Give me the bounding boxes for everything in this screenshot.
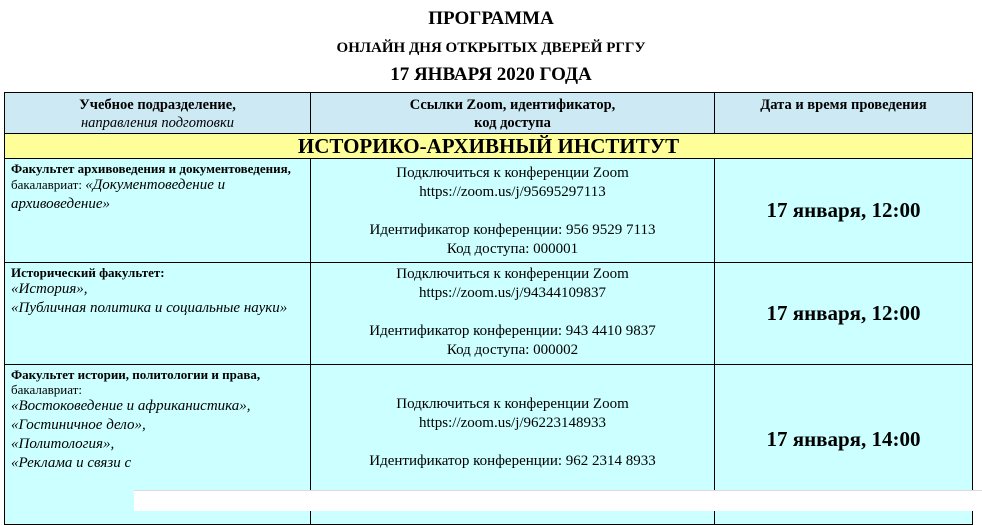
zoom-link[interactable]: https://zoom.us/j/94344109837 <box>418 285 607 301</box>
faculty-name: Исторический факультет: <box>11 265 165 280</box>
study-direction: «Реклама и связи с <box>11 455 132 471</box>
study-direction: «Документоведение и архивоведение» <box>11 177 226 212</box>
institute-row <box>5 134 973 159</box>
conference-id: Идентификатор конференции: 956 9529 7113 <box>369 222 656 238</box>
study-direction: «Востоковедение и африканистика», <box>11 398 251 414</box>
column-header-department <box>5 93 311 134</box>
faculty-name: Факультет истории, политологии и права, <box>11 367 261 382</box>
department-cell <box>5 159 311 263</box>
column-header-datetime <box>715 93 973 134</box>
zoom-link[interactable]: https://zoom.us/j/96223148933 <box>418 415 607 431</box>
study-level: бакалавриат: <box>11 382 82 397</box>
zoom-cell <box>311 159 715 263</box>
zoom-cell <box>311 263 715 365</box>
table-header-row <box>5 93 973 134</box>
event-datetime: 17 января, 12:00 <box>715 159 973 263</box>
column-header-department-label: Учебное подразделение, <box>79 97 236 113</box>
conference-id: Идентификатор конференции: 943 4410 9837 <box>369 323 656 339</box>
institute-name: ИСТОРИКО-АРХИВНЫЙ ИНСТИТУТ <box>5 134 973 159</box>
zoom-connect-text: Подключиться к конференции Zoom <box>396 266 629 282</box>
event-datetime: 17 января, 14:00 <box>715 365 973 525</box>
page-date: 17 ЯНВАРЯ 2020 ГОДА <box>390 64 592 85</box>
study-direction: «История», <box>11 281 88 297</box>
access-code: Код доступа: 000002 <box>446 342 579 358</box>
column-header-zoom <box>311 93 715 134</box>
event-datetime: 17 января, 12:00 <box>715 263 973 365</box>
page-title: ПРОГРАММА <box>428 8 554 29</box>
faculty-name: Факультет архивоведения и документоведения, <box>11 161 291 176</box>
table-row <box>5 159 973 263</box>
page-bottom-edge <box>134 490 982 511</box>
schedule-table <box>4 92 973 525</box>
access-code: Код доступа: 000001 <box>446 241 579 257</box>
column-header-datetime-label: Дата и время проведения <box>760 97 927 113</box>
zoom-link[interactable]: https://zoom.us/j/95695297113 <box>419 184 606 200</box>
zoom-connect-text: Подключиться к конференции Zoom <box>396 396 629 412</box>
zoom-connect-text: Подключиться к конференции Zoom <box>396 165 629 181</box>
column-header-zoom-label: Ссылки Zoom, идентификатор, <box>409 97 616 113</box>
column-header-zoom-label-2: код доступа <box>474 115 551 131</box>
conference-id: Идентификатор конференции: 962 2314 8933 <box>369 453 656 469</box>
column-header-department-sublabel: направления подготовки <box>80 115 234 131</box>
department-cell <box>5 263 311 365</box>
study-direction: «Гостиничное дело», <box>11 417 146 433</box>
study-direction: «Политология», <box>11 436 115 452</box>
study-level: бакалавриат: <box>11 177 82 192</box>
page-subtitle: ОНЛАЙН ДНЯ ОТКРЫТЫХ ДВЕРЕЙ РГГУ <box>336 40 646 56</box>
study-direction: «Публичная политика и социальные науки» <box>11 300 288 316</box>
table-row <box>5 263 973 365</box>
